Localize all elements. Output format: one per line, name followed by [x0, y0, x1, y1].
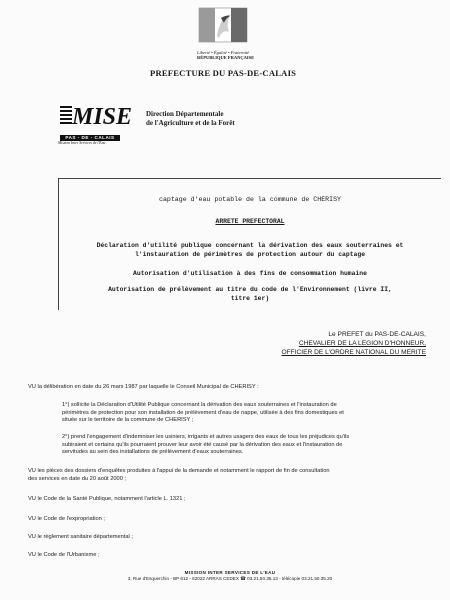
item-1 — [62, 402, 424, 425]
footer-line-1: MISSION INTER SERVICES DE L'EAU — [184, 570, 276, 575]
vu-pieces-line-2: des services en date du 20 août 2000 ; — [28, 475, 127, 482]
item-2-line-2: subiraient et certains qu'ils pourraient prouver leur avoir été causé par la dérivation des eaux et l'instauration de — [62, 441, 343, 448]
direction-block — [146, 110, 235, 128]
prelevement-line-1: Autorisation de prélèvement au titre du code de l'Environnement (livre II, — [108, 286, 392, 293]
prefet-line-1: Le PREFET du PAS-DE-CALAIS, — [328, 331, 426, 338]
title-box — [58, 178, 441, 310]
mise-wordmark-text: MISE — [72, 104, 133, 130]
vu-pieces-line-1: VU les pièces des dossiers d'enquêtes produites à l'appui de la demande et notamment le rapport de fin de consultation — [28, 468, 330, 474]
mise-band: PAS - DE - CALAIS — [60, 135, 120, 141]
mise-logo — [58, 96, 133, 148]
prelevement-line-2: titre 1er) — [230, 295, 270, 302]
prefet-line-3: OFFICIER DE L'ORDRE NATIONAL DU MERITE — [281, 349, 426, 356]
vu-reglement-sanitaire: VU le règlement sanitaire départemental ; — [28, 534, 133, 540]
direction-line-2: de l'Agriculture et de la Forêt — [146, 119, 235, 127]
republique-francaise-logo — [197, 6, 255, 64]
autorisation-line: Autorisation d'utilisation à des fins de consommation humaine — [133, 270, 367, 277]
item-1-line-3: située sur le territoire de la commune de CHERISY ; — [62, 417, 194, 423]
republic-name: RÉPUBLIQUE FRANÇAISE — [197, 55, 255, 60]
prefecture-title: PREFECTURE DU PAS-DE-CALAIS — [150, 68, 297, 78]
vu-deliberation: VU la délibération en date du 26 mars 1987 par laquelle le Conseil Municipal de CHERISY : — [28, 384, 259, 390]
footer-line-2: 3, Rue d'Esquerchin - BP 612 - 62022 ARRAS CEDEX ☎ 03.21.50.35.13 - télécopie 03.21.50.35.20 — [127, 576, 333, 581]
item-2-line-1: 2°) prend l'engagement d'indemniser les usiniers, irrigants et autres usagers des eaux de tous les préjudices qu'ils — [62, 434, 350, 440]
republic-motto: Liberté • Égalité • Fraternité — [197, 50, 250, 55]
marianne-emblem-icon — [197, 6, 249, 44]
item-1-line-2: périmètres de protection pour son installation de prélèvement d'eau de nappe, utilisée à des fins domestiques et — [62, 409, 344, 416]
prefet-line-2: CHEVALIER DE LA LEGION D'HONNEUR, — [298, 340, 426, 347]
declaration-line-1: Déclaration d'utilité publique concernant la dérivation des eaux souterraines et — [96, 242, 404, 249]
declaration-line-2: l'instauration de périmètres de protection autour du captage — [134, 251, 366, 258]
captage-title: captage d'eau potable de la commune de CHERISY — [158, 196, 342, 203]
footer — [100, 570, 360, 582]
arrete-heading: ARRETE PREFECTORAL — [215, 218, 285, 225]
item-1-line-1: 1°) sollicite la Déclaration d'Utilité Publique concernant la dérivation des eaux souterraines et l'instauration de — [62, 402, 337, 408]
vu-code-urbanisme: VU le Code de l'Urbanisme ; — [28, 552, 100, 558]
direction-line-1: Direction Départementale — [146, 110, 224, 118]
vu-code-expropriation: VU le Code de l'expropriation ; — [28, 516, 105, 522]
mise-wordmark-icon — [58, 96, 133, 130]
item-2 — [62, 434, 424, 457]
prefet-block — [226, 330, 426, 357]
mise-subtitle: Mission Inter Services de l'Eau — [58, 141, 106, 145]
vu-code-sante: VU le Code de la Santé Publique, notamment l'article L. 1321 ; — [28, 496, 186, 502]
item-2-line-3: servitudes au sein des installations de prélèvement d'eaux souterraines. — [62, 449, 244, 455]
